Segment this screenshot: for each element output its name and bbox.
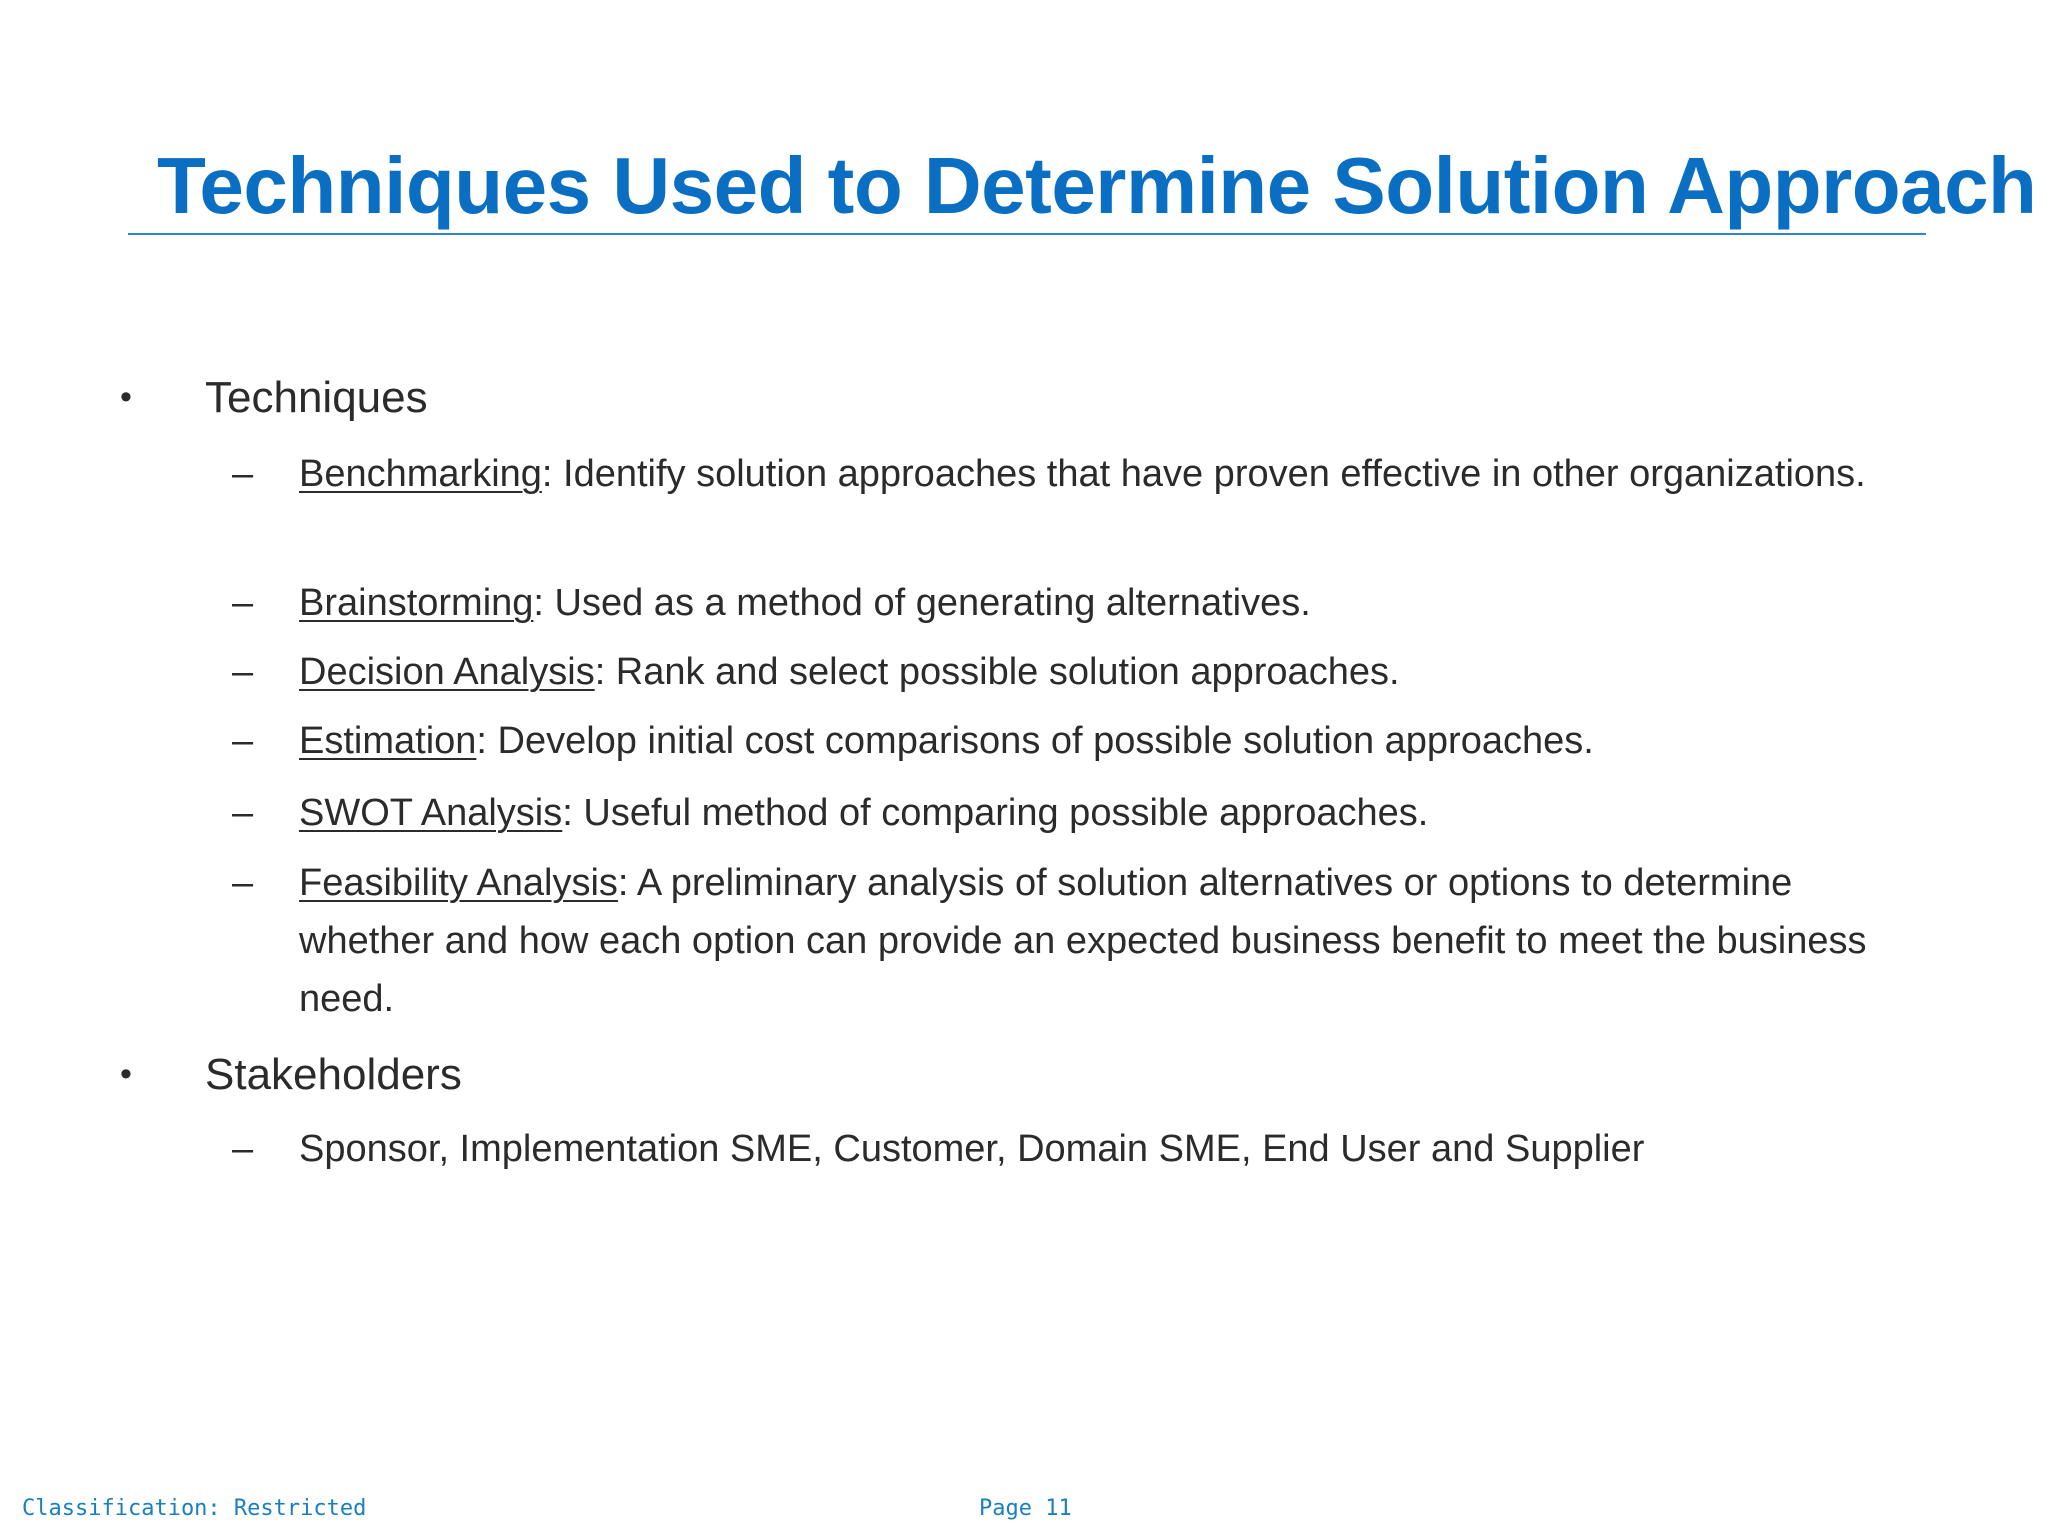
- list-item-benchmarking: [299, 445, 1889, 503]
- page-number: Page 11: [979, 1496, 1072, 1521]
- dash-icon: –: [232, 792, 254, 834]
- slide-title: Techniques Used to Determine Solution Approach: [157, 141, 2037, 230]
- list-item-feasibility-analysis: [299, 854, 1889, 1028]
- list-item-swot-analysis: [299, 784, 1889, 842]
- item-text: : Useful method of comparing possible approaches.: [562, 792, 1429, 834]
- bullet-icon: •: [120, 378, 132, 416]
- term-label: SWOT Analysis: [299, 792, 563, 834]
- term-label: Benchmarking: [299, 453, 542, 495]
- term-label: Brainstorming: [299, 582, 534, 624]
- item-text: : Identify solution approaches that have proven effective in other organizations.: [541, 453, 1866, 495]
- dash-icon: –: [232, 1128, 254, 1170]
- list-item-brainstorming: [299, 574, 1889, 632]
- list-item-decision-analysis: [299, 643, 1889, 701]
- list-item-estimation: [299, 712, 1889, 770]
- classification-label: Classification: Restricted: [22, 1496, 367, 1521]
- item-text: : Used as a method of generating alternatives.: [533, 582, 1311, 624]
- item-text: : Develop initial cost comparisons of possible solution approaches.: [476, 720, 1594, 762]
- dash-icon: –: [232, 720, 254, 762]
- term-label: Feasibility Analysis: [299, 862, 618, 904]
- dash-icon: –: [232, 862, 254, 904]
- list-item-stakeholders: [299, 1120, 1889, 1178]
- bullet-icon: •: [120, 1055, 132, 1093]
- item-text: : A preliminary analysis of solution alternatives or options to determine whether and how each option can provide an expected business benefit to meet the business need.: [299, 862, 1867, 1020]
- section-heading-techniques: Techniques: [205, 373, 428, 422]
- dash-icon: –: [232, 453, 254, 495]
- dash-icon: –: [232, 582, 254, 624]
- item-text: Sponsor, Implementation SME, Customer, Domain SME, End User and Supplier: [299, 1128, 1645, 1170]
- section-heading-stakeholders: Stakeholders: [205, 1050, 462, 1099]
- dash-icon: –: [232, 651, 254, 693]
- term-label: Estimation: [299, 720, 477, 762]
- term-label: Decision Analysis: [299, 651, 595, 693]
- item-text: : Rank and select possible solution approaches.: [594, 651, 1400, 693]
